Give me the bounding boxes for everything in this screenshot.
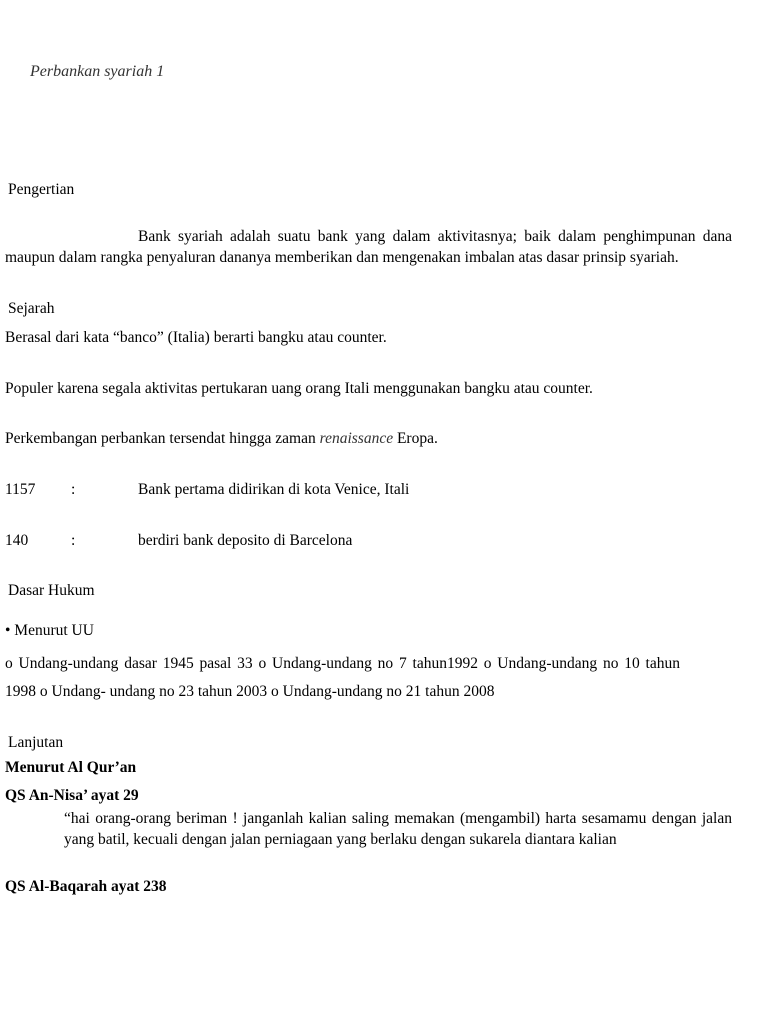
section-heading-dasar-hukum: Dasar Hukum <box>8 582 95 599</box>
timeline-year: 1157 <box>5 481 36 498</box>
perkembangan-text-before: Perkembangan perbankan tersendat hingga zaman <box>5 430 320 447</box>
timeline-separator: : <box>71 532 76 549</box>
timeline-separator: : <box>71 481 76 498</box>
section-heading-sejarah: Sejarah <box>8 300 55 317</box>
undang-undang-list: o Undang-undang dasar 1945 pasal 33 o Undang-undang no 7 tahun1992 o Undang-undang no 10 tahun 1998 o Undang- undang no 23 tahun 2003 o Undang-undang no 21 tahun 2008 <box>5 655 680 700</box>
menurut-alquran-heading: Menurut Al Qur’an <box>5 759 137 776</box>
ayat-quote-an-nisa: “hai orang-orang beriman ! janganlah kalian saling memakan (mengambil) harta sesamamu dengan jalan yang batil, kecuali dengan jalan perniagaan yang berlaku dengan sukarela diantara kalian <box>64 810 732 848</box>
timeline-year: 140 <box>5 532 29 549</box>
sejarah-line-perkembangan <box>5 430 438 448</box>
perkembangan-text-after: Eropa. <box>393 430 438 447</box>
menurut-uu-bullet: • Menurut UU <box>5 622 94 639</box>
timeline-event: Bank pertama didirikan di kota Venice, Itali <box>138 481 410 498</box>
sejarah-line-banco: Berasal dari kata “banco” (Italia) berarti bangku atau counter. <box>5 329 387 346</box>
renaissance-term: renaissance <box>319 430 394 447</box>
document-title: Perbankan syariah 1 <box>30 63 165 80</box>
ayat-title-an-nisa: QS An-Nisa’ ayat 29 <box>5 787 139 804</box>
sejarah-line-populer: Populer karena segala aktivitas pertukaran uang orang Itali menggunakan bangku atau counter. <box>5 380 593 397</box>
section-heading-lanjutan: Lanjutan <box>8 734 64 751</box>
section-heading-pengertian: Pengertian <box>8 181 75 198</box>
ayat-title-al-baqarah: QS Al-Baqarah ayat 238 <box>5 878 167 895</box>
timeline-event: berdiri bank deposito di Barcelona <box>138 532 353 549</box>
pengertian-paragraph: Bank syariah adalah suatu bank yang dalam aktivitasnya; baik dalam penghimpunan dana maupun dalam rangka penyaluran dananya memberikan dan mengenakan imbalan atas dasar prinsip syariah. <box>5 228 732 266</box>
